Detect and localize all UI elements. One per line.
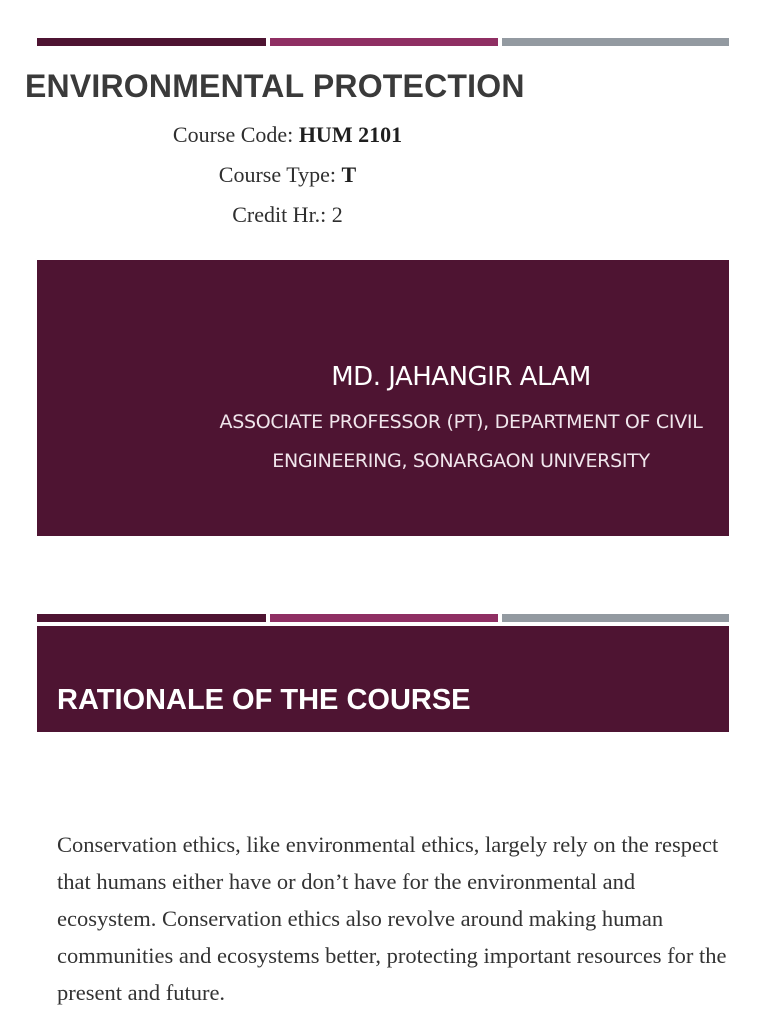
top-stripe-dark (37, 38, 266, 46)
presenter-panel (37, 260, 729, 536)
presenter-affiliation-line2: ENGINEERING, SONARGAON UNIVERSITY (272, 450, 650, 472)
presenter-name: MD. JAHANGIR ALAM (331, 362, 591, 392)
rationale-paragraph: Conservation ethics, like environmental ethics, largely rely on the respect that humans either have or don’t have for the environmental and ecosystem. Conservation ethics also revolve around making human communities and ecosystems better, protecting important resources for the present and future. (57, 832, 727, 1005)
section-stripe-gray (502, 614, 729, 622)
course-type-value: T (341, 162, 357, 187)
course-type-label: Course Type: (218, 162, 342, 187)
slide-title: ENVIRONMENTAL PROTECTION (25, 68, 525, 104)
course-code-value: HUM 2101 (298, 122, 403, 147)
top-stripe-gray (502, 38, 729, 46)
credit-hours: Credit Hr.: 2 (232, 202, 343, 227)
course-code-label: Course Code: (172, 122, 299, 147)
section-stripe-dark (37, 614, 266, 622)
course-code (0, 122, 575, 148)
course-type (0, 162, 575, 188)
presenter-affiliation-line1: ASSOCIATE PROFESSOR (PT), DEPARTMENT OF CIVIL (219, 411, 703, 433)
section-stripe-magenta (270, 614, 498, 622)
section-title: RATIONALE OF THE COURSE (57, 684, 471, 716)
top-stripe-magenta (270, 38, 498, 46)
